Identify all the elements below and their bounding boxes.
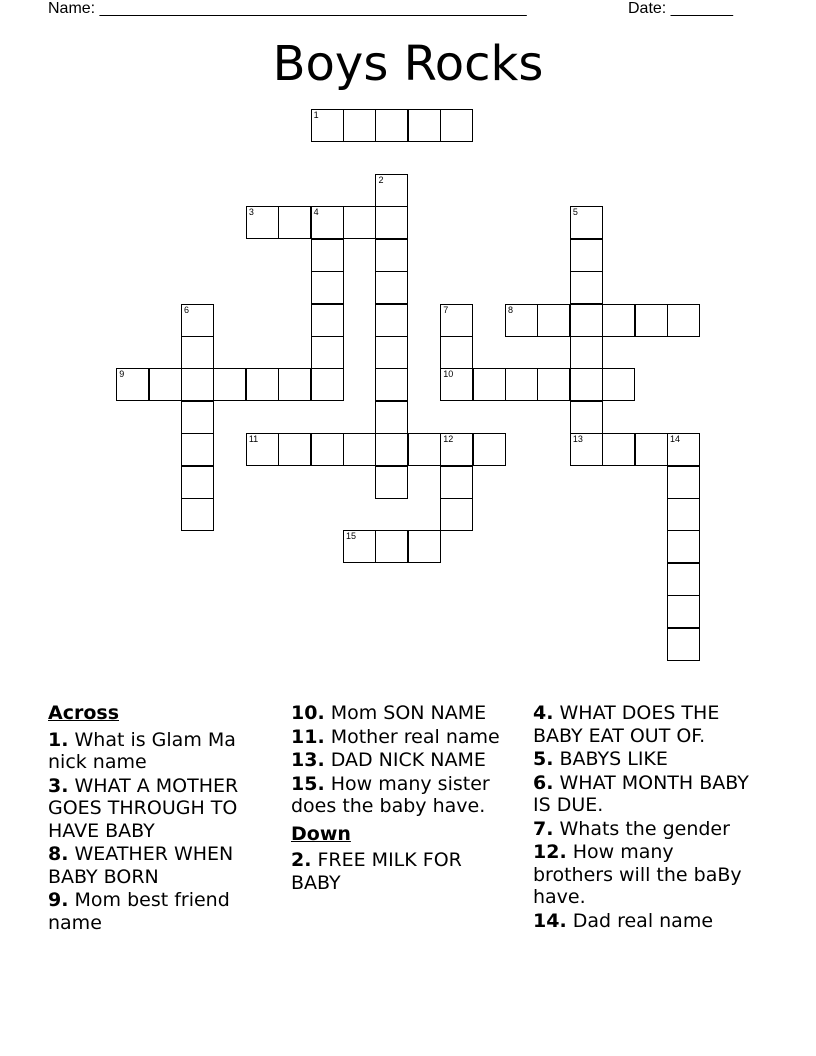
grid-cell[interactable]	[667, 563, 700, 596]
grid-cell[interactable]	[570, 304, 603, 337]
grid-cell[interactable]	[181, 304, 214, 337]
grid-cell[interactable]	[570, 239, 603, 272]
cell-number: 1	[313, 110, 319, 121]
grid-cell[interactable]	[667, 530, 700, 563]
grid-cell[interactable]	[440, 368, 473, 401]
grid-cell[interactable]	[570, 401, 603, 434]
grid-cell[interactable]	[408, 530, 441, 563]
cell-number: 9	[119, 369, 125, 380]
cell-number: 10	[443, 369, 454, 380]
cell-number: 4	[313, 207, 319, 218]
cell-number: 3	[248, 207, 254, 218]
clue-down-2: 2. FREE MILK FOR BABY	[291, 849, 462, 894]
grid-cell[interactable]	[570, 433, 603, 466]
grid-cell[interactable]	[537, 368, 570, 401]
grid-cell[interactable]	[181, 466, 214, 499]
grid-cell[interactable]	[375, 401, 408, 434]
cell-number: 12	[443, 434, 454, 445]
grid-cell[interactable]	[181, 336, 214, 369]
clue-column-1	[48, 702, 273, 935]
grid-cell[interactable]	[440, 498, 473, 531]
clue-down-7: 7. Whats the gender	[533, 817, 730, 840]
cell-number: 13	[572, 434, 583, 445]
clue-column-2	[291, 702, 516, 895]
clue-across-1: 1. What is Glam Ma nick name	[48, 728, 236, 773]
grid-cell[interactable]	[149, 368, 182, 401]
grid-cell[interactable]	[246, 368, 279, 401]
grid-cell[interactable]	[375, 304, 408, 337]
grid-cell[interactable]	[570, 368, 603, 401]
date-field[interactable]: Date: _______	[628, 0, 733, 17]
across-heading: Across	[48, 702, 120, 724]
clue-down-12: 12. How many brothers will the baBy have.	[533, 841, 742, 908]
grid-cell[interactable]	[667, 498, 700, 531]
grid-cell[interactable]	[278, 433, 311, 466]
grid-cell[interactable]	[667, 595, 700, 628]
grid-cell[interactable]	[440, 336, 473, 369]
grid-cell[interactable]	[343, 530, 376, 563]
grid-cell[interactable]	[311, 433, 344, 466]
grid-cell[interactable]	[311, 304, 344, 337]
cell-number: 11	[248, 434, 259, 445]
grid-cell[interactable]	[440, 433, 473, 466]
grid-cell[interactable]	[311, 368, 344, 401]
grid-cell[interactable]	[505, 368, 538, 401]
grid-cell[interactable]	[602, 304, 635, 337]
grid-cell[interactable]	[667, 433, 700, 466]
grid-cell[interactable]	[537, 304, 570, 337]
grid-cell[interactable]	[375, 271, 408, 304]
grid-cell[interactable]	[635, 433, 668, 466]
grid-cell[interactable]	[667, 628, 700, 661]
grid-cell[interactable]	[602, 368, 635, 401]
grid-cell[interactable]	[311, 239, 344, 272]
grid-cell[interactable]	[375, 530, 408, 563]
clue-across-8: 8. WEATHER WHEN BABY BORN	[48, 843, 234, 888]
cell-number: 14	[670, 434, 681, 445]
clue-across-9: 9. Mom best friend name	[48, 889, 230, 934]
grid-cell[interactable]	[116, 368, 149, 401]
grid-cell[interactable]	[246, 433, 279, 466]
grid-cell[interactable]	[278, 206, 311, 239]
cell-number: 6	[184, 304, 190, 315]
grid-cell[interactable]	[473, 433, 506, 466]
grid-cell[interactable]	[473, 368, 506, 401]
cell-number: 2	[378, 175, 384, 186]
down-heading: Down	[291, 822, 351, 845]
grid-cell[interactable]	[278, 368, 311, 401]
grid-cell[interactable]	[635, 304, 668, 337]
clue-down-5: 5. BABYS LIKE	[533, 748, 668, 770]
grid-cell[interactable]	[311, 206, 344, 239]
clue-across-3: 3. WHAT A MOTHER GOES THROUGH TO HAVE BABY	[48, 774, 239, 842]
grid-cell[interactable]	[440, 304, 473, 337]
clue-column-3	[533, 702, 758, 933]
grid-cell[interactable]	[343, 109, 376, 142]
grid-cell[interactable]	[570, 336, 603, 369]
grid-cell[interactable]	[570, 206, 603, 239]
grid-cell[interactable]	[375, 466, 408, 499]
name-field[interactable]: Name: ________________________________________________	[48, 0, 527, 17]
grid-cell[interactable]	[343, 206, 376, 239]
clue-down-6: 6. WHAT MONTH BABY IS DUE.	[533, 771, 749, 816]
grid-cell[interactable]	[311, 336, 344, 369]
grid-cell[interactable]	[408, 109, 441, 142]
grid-cell[interactable]	[505, 304, 538, 337]
grid-cell[interactable]	[375, 368, 408, 401]
puzzle-title: Boys Rocks	[272, 36, 544, 92]
grid-cell[interactable]	[375, 336, 408, 369]
grid-cell[interactable]	[375, 174, 408, 207]
grid-cell[interactable]	[375, 206, 408, 239]
grid-cell[interactable]	[213, 368, 246, 401]
grid-cell[interactable]	[602, 433, 635, 466]
grid-cell[interactable]	[343, 433, 376, 466]
clue-down-4: 4. WHAT DOES THE BABY EAT OUT OF.	[533, 702, 720, 747]
grid-cell[interactable]	[181, 498, 214, 531]
grid-cell[interactable]	[311, 271, 344, 304]
grid-cell[interactable]	[440, 109, 473, 142]
grid-cell[interactable]	[375, 433, 408, 466]
grid-cell[interactable]	[667, 466, 700, 499]
clue-across-11: 11. Mother real name	[291, 725, 500, 748]
clue-down-14: 14. Dad real name	[533, 909, 714, 932]
grid-cell[interactable]	[570, 271, 603, 304]
clue-across-15: 15. How many sister does the baby have.	[291, 772, 490, 817]
grid-cell[interactable]	[311, 109, 344, 142]
grid-cell[interactable]	[181, 433, 214, 466]
grid-cell[interactable]	[181, 368, 214, 401]
cell-number: 8	[508, 304, 514, 315]
cell-number: 7	[443, 304, 449, 315]
grid-cell[interactable]	[375, 109, 408, 142]
grid-cell[interactable]	[375, 239, 408, 272]
clue-across-10: 10. Mom SON NAME	[291, 702, 487, 724]
cell-number: 15	[346, 531, 357, 542]
grid-cell[interactable]	[408, 433, 441, 466]
grid-cell[interactable]	[440, 466, 473, 499]
clue-across-13: 13. DAD NICK NAME	[291, 749, 486, 771]
grid-cell[interactable]	[667, 304, 700, 337]
grid-cell[interactable]	[246, 206, 279, 239]
grid-cell[interactable]	[181, 401, 214, 434]
cell-number: 5	[572, 207, 578, 218]
